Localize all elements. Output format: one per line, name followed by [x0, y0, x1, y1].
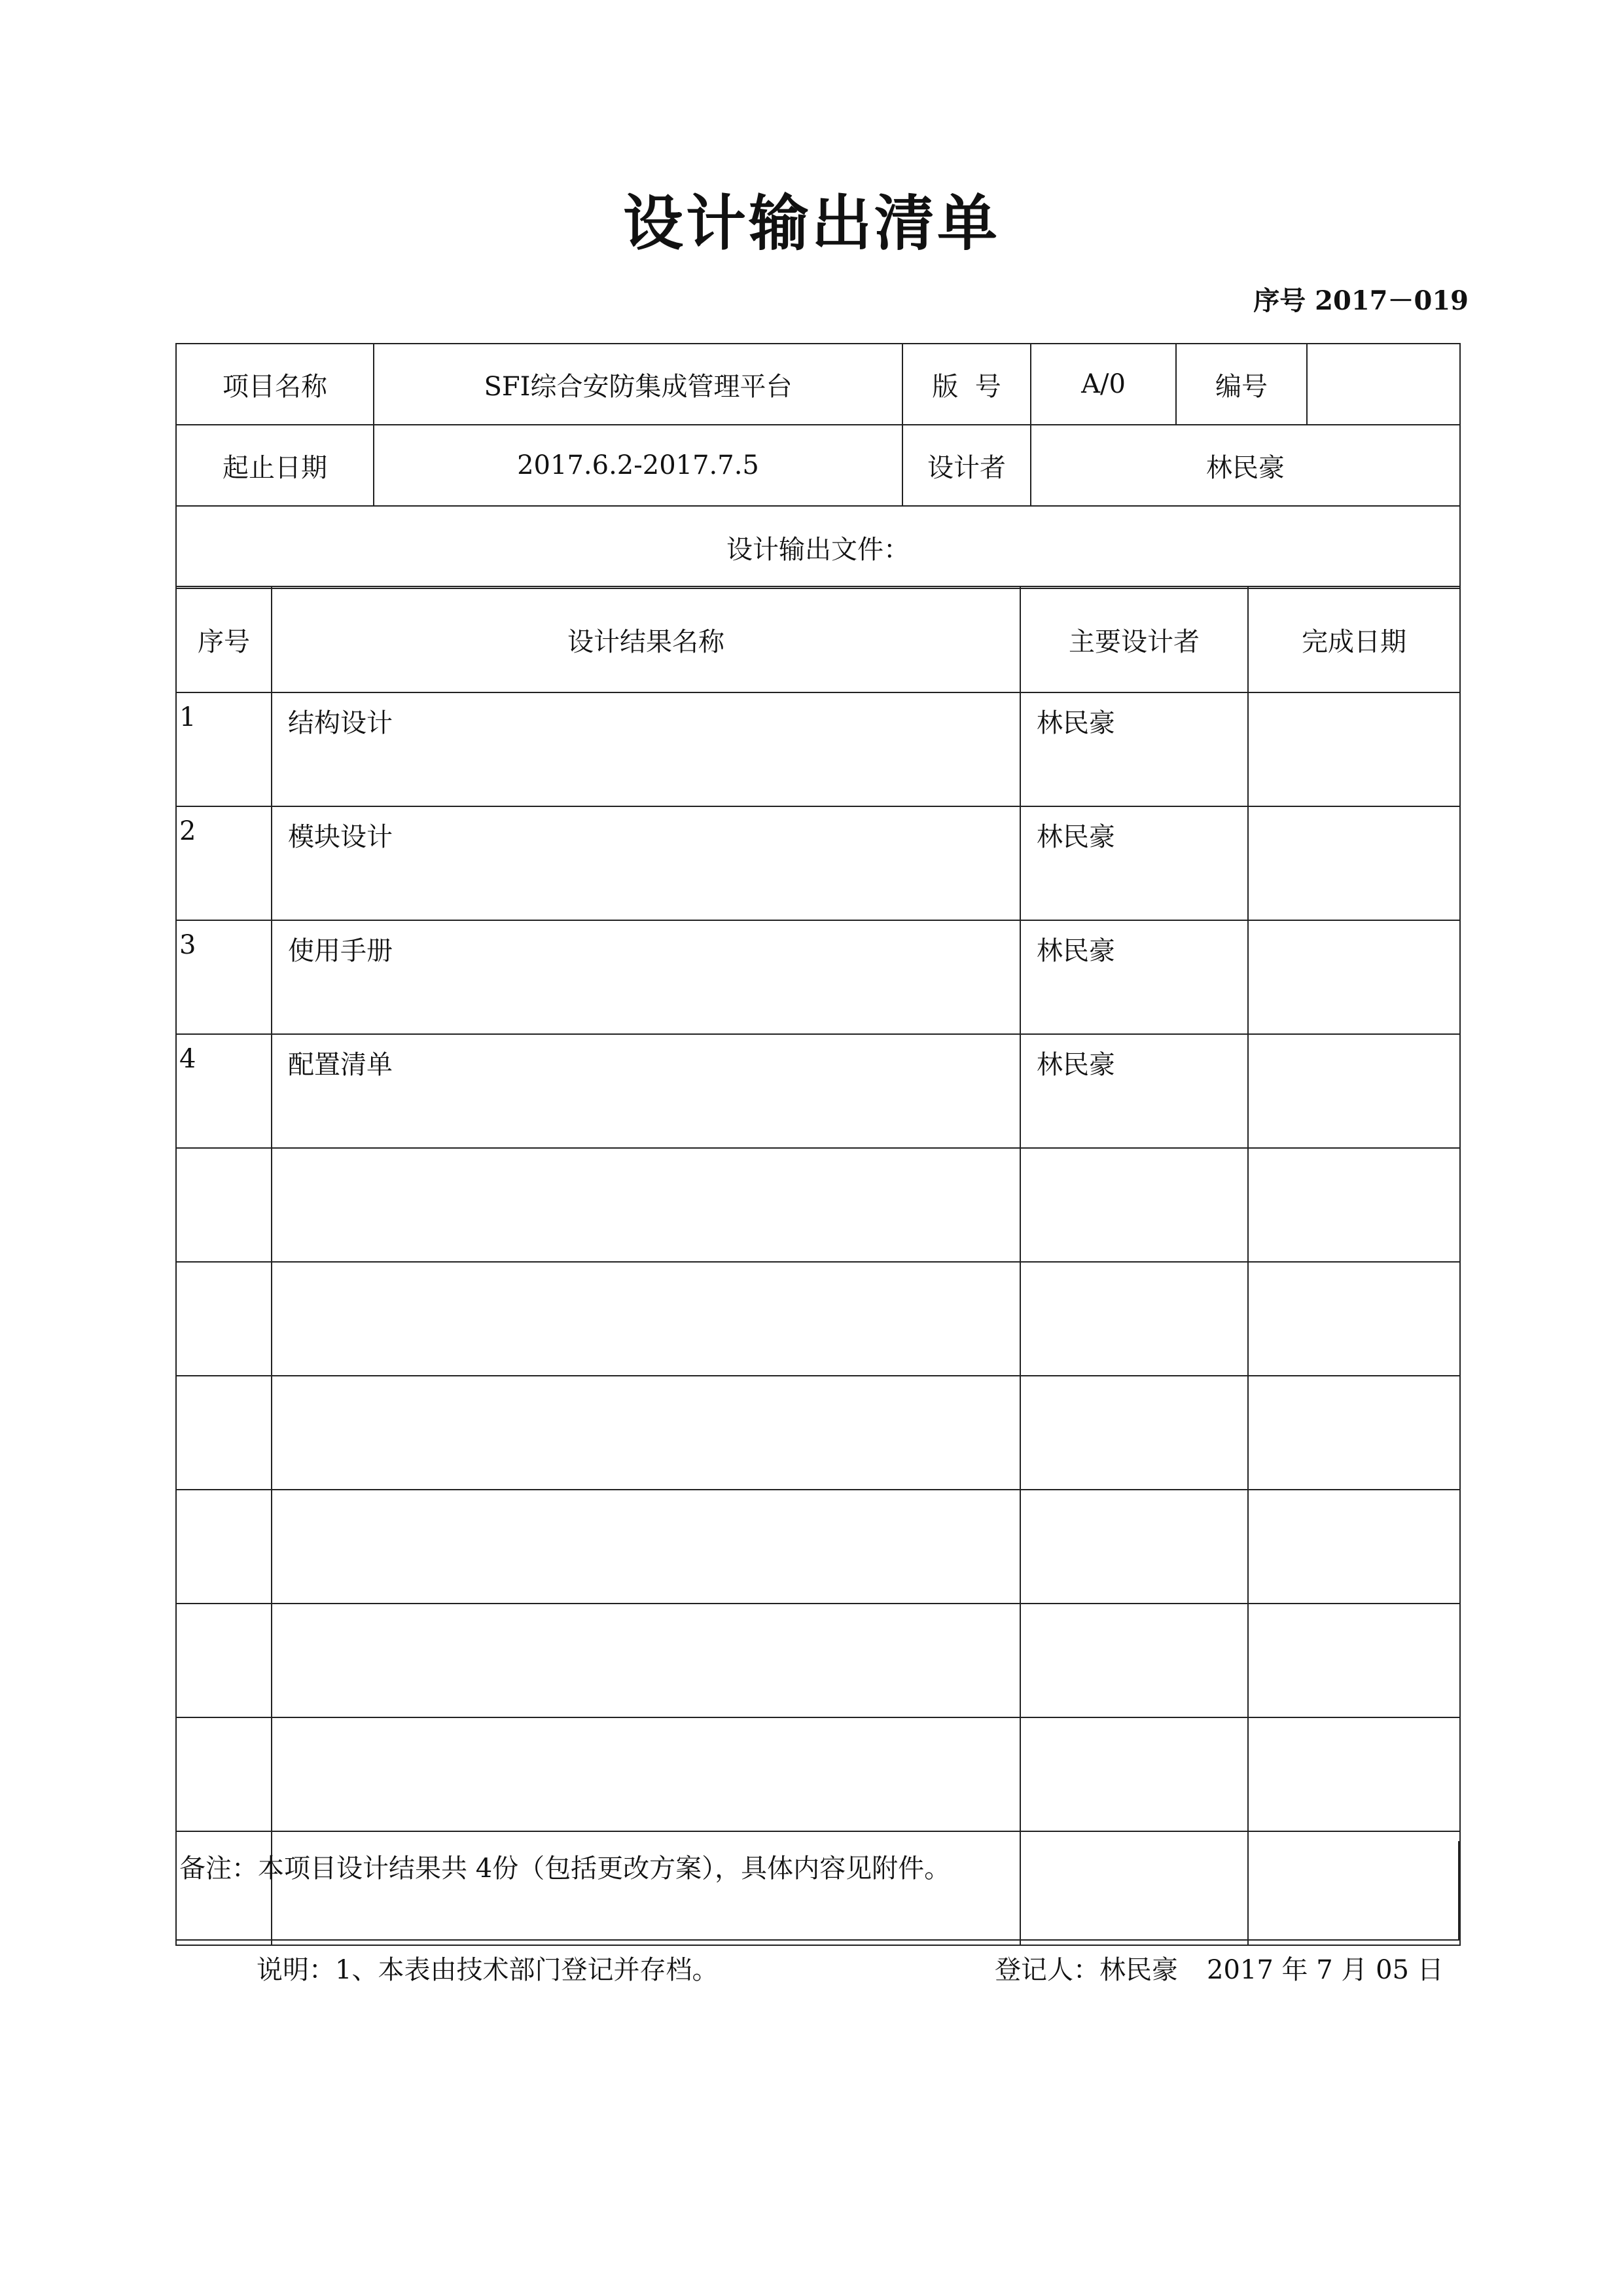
row-designer [1020, 1604, 1248, 1717]
header-result-name: 设计结果名称 [272, 586, 1020, 692]
table-row [176, 1376, 1460, 1490]
row-designer [1020, 1376, 1248, 1490]
header-no: 序号 [176, 586, 272, 692]
row-designer [1020, 1262, 1248, 1376]
row-no [176, 1262, 272, 1376]
designer-value: 林民豪 [1031, 425, 1460, 506]
row-designer [1020, 1490, 1248, 1604]
serial-number: 序号 2017－019 [1253, 285, 1469, 316]
table-header-row [176, 586, 1460, 692]
row-date [1248, 692, 1460, 806]
version-value: A/0 [1031, 344, 1176, 425]
table-row [176, 1717, 1460, 1831]
number-label: 编号 [1176, 344, 1307, 425]
row-name: 配置清单 [272, 1034, 1020, 1148]
row-designer [1020, 1148, 1248, 1262]
row-name: 模块设计 [272, 806, 1020, 920]
row-name [272, 1717, 1020, 1831]
row-no: 4 [176, 1034, 272, 1148]
table-row [176, 1148, 1460, 1262]
registration-date: 2017 年 7 月 05 日 [1207, 1955, 1444, 1985]
row-name [272, 1262, 1020, 1376]
header-designer: 主要设计者 [1020, 586, 1248, 692]
project-info-table [175, 343, 1461, 589]
period-value: 2017.6.2-2017.7.5 [374, 425, 902, 506]
row-date [1248, 806, 1460, 920]
table-row [176, 692, 1460, 806]
version-label: 版 号 [902, 344, 1031, 425]
table-row [176, 1604, 1460, 1717]
row-no: 1 [176, 692, 272, 806]
period-label: 起止日期 [176, 425, 374, 506]
project-name-value: SFI综合安防集成管理平台 [374, 344, 902, 425]
row-date [1248, 1490, 1460, 1604]
row-date [1248, 1604, 1460, 1717]
row-name: 使用手册 [272, 920, 1020, 1034]
project-name-label: 项目名称 [176, 344, 374, 425]
table-row [176, 1262, 1460, 1376]
period-row [176, 425, 1460, 506]
row-designer: 林民豪 [1020, 1034, 1248, 1148]
row-name: 结构设计 [272, 692, 1020, 806]
files-heading-row [176, 506, 1460, 588]
page-title: 设计输出清单 [622, 188, 1000, 259]
row-no [176, 1604, 272, 1717]
row-date [1248, 1717, 1460, 1831]
row-no [176, 1148, 272, 1262]
row-no [176, 1717, 272, 1831]
table-row [176, 1490, 1460, 1604]
output-files-table [175, 586, 1461, 1946]
row-no [176, 1490, 272, 1604]
row-designer: 林民豪 [1020, 806, 1248, 920]
designer-label: 设计者 [902, 425, 1031, 506]
table-row [176, 1034, 1460, 1148]
footer-explanation: 说明：1、本表由技术部门登记并存档。 [257, 1955, 719, 1985]
files-heading: 设计输出文件： [176, 506, 1460, 588]
row-date [1248, 1262, 1460, 1376]
number-value [1307, 344, 1460, 425]
row-designer: 林民豪 [1020, 692, 1248, 806]
footer-registration [995, 1949, 1444, 1986]
row-no: 3 [176, 920, 272, 1034]
row-no: 2 [176, 806, 272, 920]
remarks: 备注：本项目设计结果共 4份（包括更改方案），具体内容见附件。 [175, 1841, 1459, 1941]
registrar: 登记人：林民豪 [995, 1955, 1178, 1985]
row-date [1248, 1034, 1460, 1148]
row-name [272, 1490, 1020, 1604]
row-name [272, 1376, 1020, 1490]
row-date [1248, 1148, 1460, 1262]
row-name [272, 1604, 1020, 1717]
row-designer [1020, 1717, 1248, 1831]
table-row [176, 920, 1460, 1034]
header-date: 完成日期 [1248, 586, 1460, 692]
row-date [1248, 920, 1460, 1034]
table-row [176, 806, 1460, 920]
row-date [1248, 1376, 1460, 1490]
row-no [176, 1376, 272, 1490]
project-row [176, 344, 1460, 425]
row-designer: 林民豪 [1020, 920, 1248, 1034]
row-name [272, 1148, 1020, 1262]
